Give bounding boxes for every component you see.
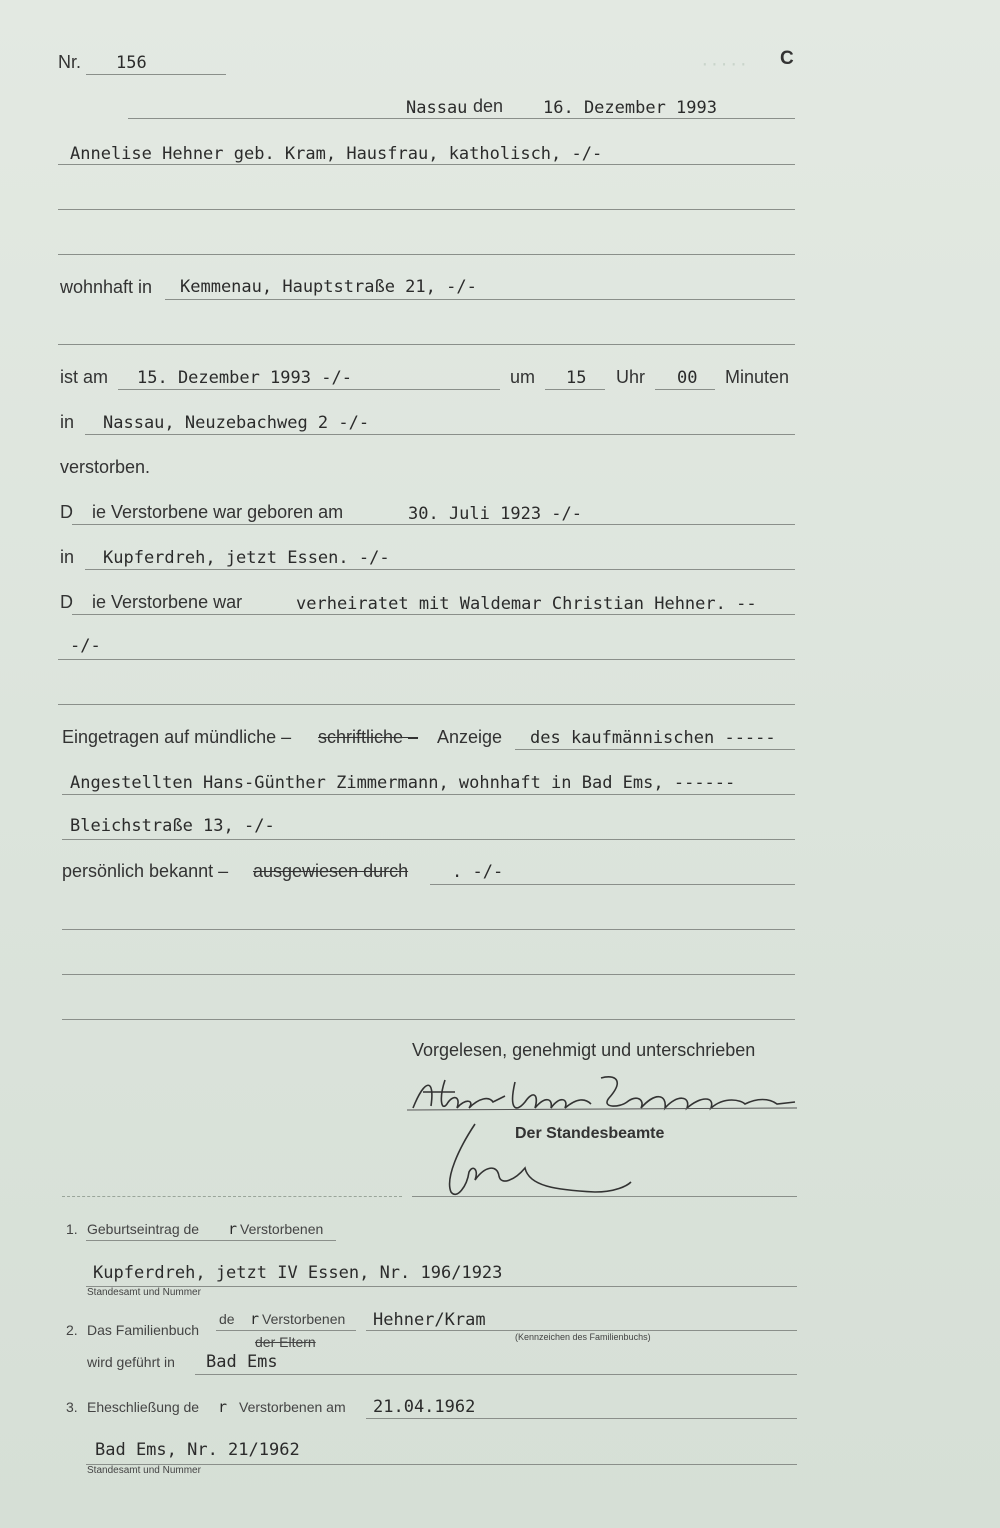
birth-date: 30. Juli 1923 -/- — [408, 504, 582, 524]
birth-place: Kupferdreh, jetzt Essen. -/- — [103, 548, 390, 568]
note3-number: 3. — [66, 1399, 78, 1415]
report-line1: des kaufmännischen ----- — [530, 728, 776, 748]
birth-place-label: in — [60, 547, 75, 567]
note2-value: Hehner/Kram — [373, 1310, 486, 1330]
note3-r: r — [218, 1398, 228, 1416]
note2-label: Das Familienbuch — [87, 1322, 200, 1338]
read-approved-label: Vorgelesen, genehmigt und unterschrieben — [412, 1040, 756, 1060]
note1-value: Kupferdreh, jetzt IV Essen, Nr. 196/1923 — [93, 1263, 503, 1283]
uhr-label: Uhr — [616, 367, 646, 387]
note3-caption: Standesamt und Nummer — [87, 1465, 201, 1476]
note1-caption: Standesamt und Nummer — [87, 1287, 201, 1298]
death-place: Nassau, Neuzebachweg 2 -/- — [103, 413, 370, 433]
marital-label: ie Verstorbene war — [92, 592, 243, 612]
residence-label: wohnhaft in — [60, 277, 153, 297]
note3-label: Eheschließung de — [87, 1399, 200, 1415]
death-date: 15. Dezember 1993 -/- — [137, 368, 352, 388]
note2-r: r — [250, 1310, 260, 1328]
birth-label: ie Verstorbene war geboren am — [92, 502, 344, 522]
verstorben-text: verstorben. — [60, 457, 151, 477]
note2-number: 2. — [66, 1322, 78, 1338]
residence: Kemmenau, Hauptstraße 21, -/- — [180, 277, 477, 297]
note2-wird-label: wird geführt in — [87, 1354, 175, 1370]
note2-de: de — [219, 1311, 235, 1327]
registrar-label: Der Standesbeamte — [515, 1125, 665, 1142]
note1-r: r — [228, 1220, 238, 1238]
report-struck: schriftliche – — [318, 727, 419, 747]
person-name: Annelise Hehner geb. Kram, Hausfrau, katholisch, -/- — [70, 144, 603, 164]
birth-d-letter: D — [60, 502, 73, 522]
note1-number: 1. — [66, 1221, 78, 1237]
note3-date: 21.04.1962 — [373, 1397, 476, 1417]
document-date: 16. Dezember 1993 — [543, 98, 717, 118]
time-um-label: um — [510, 367, 536, 387]
note2-eltern: der Eltern — [255, 1334, 316, 1350]
death-hour: 15 — [566, 368, 587, 388]
report-label-suffix: Anzeige — [437, 727, 503, 747]
note1-label: Geburtseintrag de — [87, 1221, 200, 1237]
note3-label2: Verstorbenen am — [239, 1399, 346, 1415]
report-label: Eingetragen auf mündliche – — [62, 727, 292, 747]
note1-label2: Verstorbenen — [240, 1221, 324, 1237]
marital-status: verheiratet mit Waldemar Christian Hehner. -- — [296, 594, 757, 614]
den-label: den — [473, 96, 504, 116]
marital-cont: -/- — [70, 636, 101, 656]
note2-caption: (Kennzeichen des Familienbuchs) — [515, 1332, 651, 1342]
note2-verstorbenen: Verstorbenen — [262, 1311, 346, 1327]
nr-value: 156 — [116, 53, 147, 73]
place: Nassau — [406, 98, 468, 118]
known-label: persönlich bekannt – — [62, 861, 229, 881]
death-minutes: 00 — [677, 368, 698, 388]
death-date-label: ist am — [60, 367, 109, 387]
bleed-through: ····· — [700, 55, 749, 74]
nr-label: Nr. — [58, 52, 82, 72]
report-line2: Angestellten Hans-Günther Zimmermann, wohnhaft in Bad Ems, ------ — [70, 773, 736, 793]
death-place-label: in — [60, 412, 75, 432]
note3-value: Bad Ems, Nr. 21/1962 — [95, 1440, 300, 1460]
known-struck: ausgewiesen durch — [253, 861, 409, 881]
corner-mark: C — [780, 48, 794, 69]
known-value: . -/- — [452, 862, 504, 882]
marital-d-letter: D — [60, 592, 73, 612]
report-line3: Bleichstraße 13, -/- — [70, 816, 275, 836]
note2-place: Bad Ems — [206, 1352, 278, 1372]
minuten-label: Minuten — [725, 367, 790, 387]
